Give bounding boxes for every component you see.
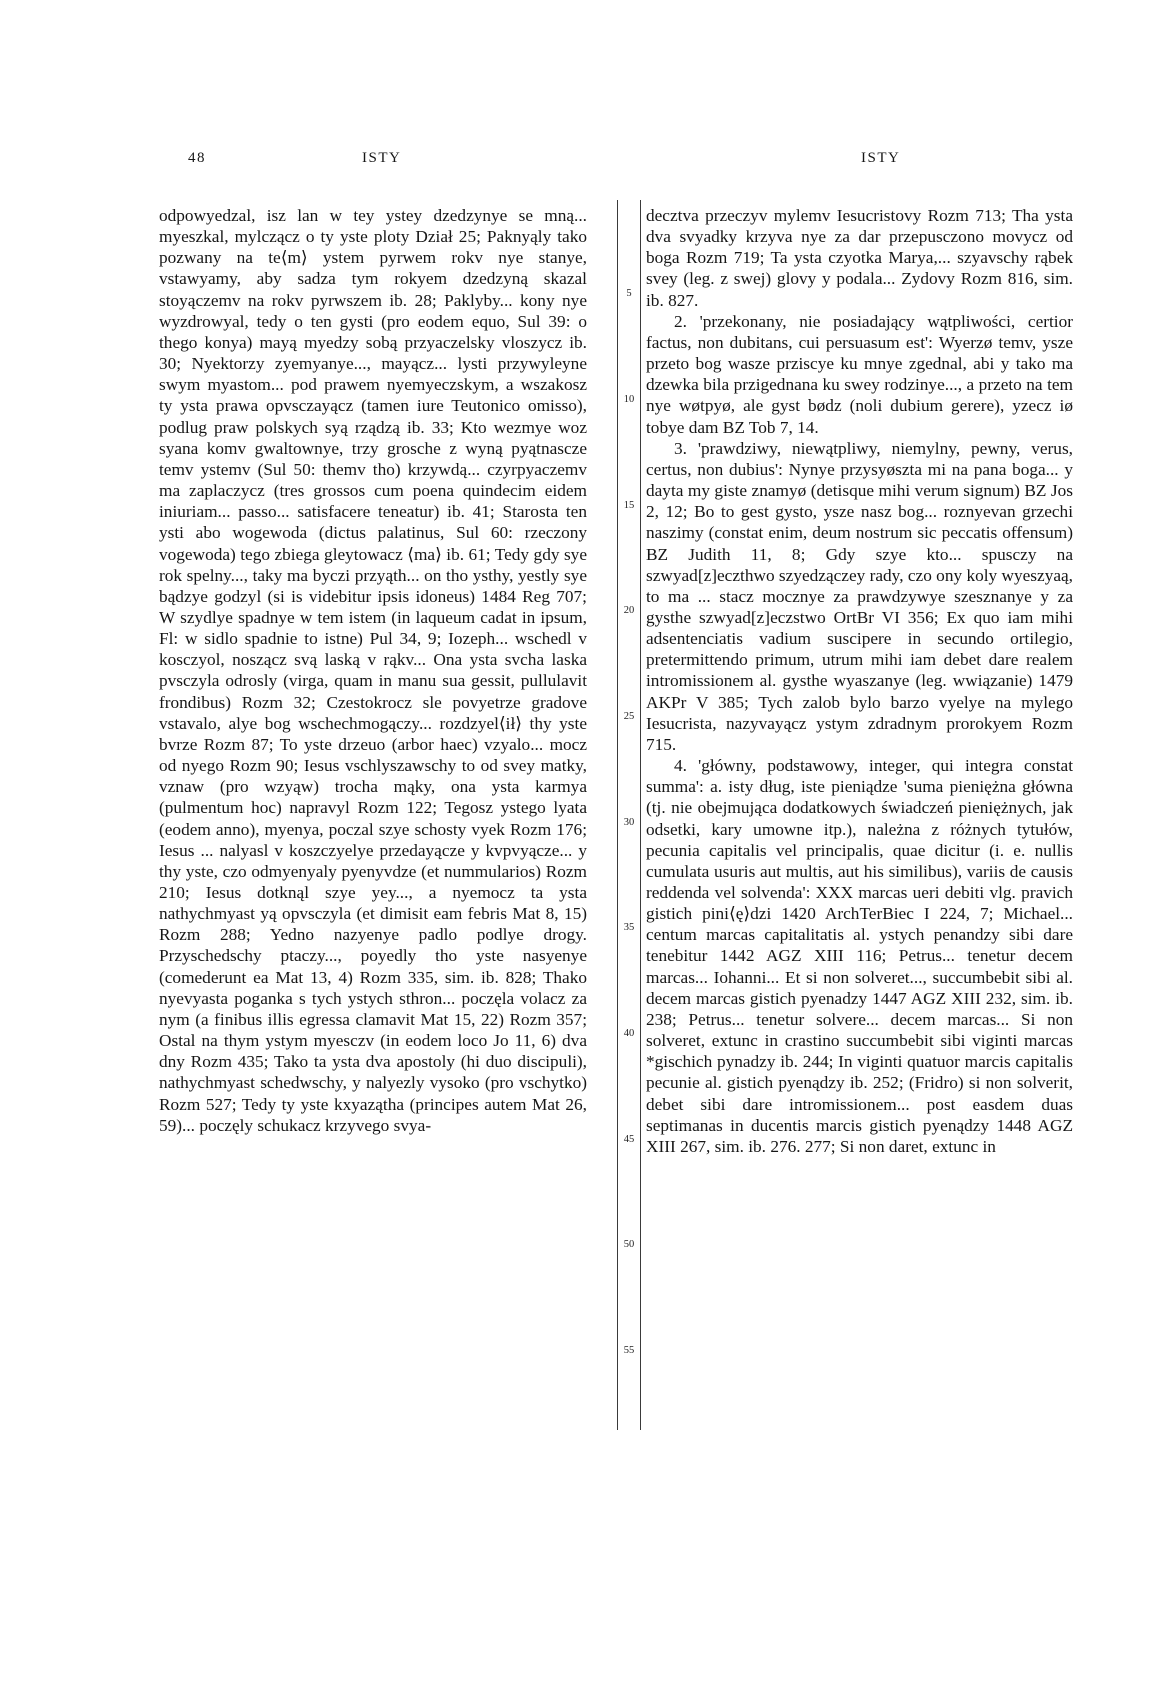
- right-paragraph-1: decztva przeczyv mylemv Iesucristovy Rozm 713; Tha ysta dva svyadky krzyva nye za dar przepusczono movycz od boga Rozm 719; Ta ysta czyotka Marya,... szyavschy rąbek svey (leg. z swej) glovy y podala... Zydovy Rozm 816, sim. ib. 827.: [646, 206, 1073, 310]
- line-number: 55: [623, 1345, 635, 1356]
- column-rule-left: [617, 200, 618, 1430]
- right-column: [646, 205, 1073, 1157]
- running-head-left: ISTY: [362, 150, 402, 166]
- sense-3-paragraph: 3. 'prawdziwy, niewątpliwy, niemylny, pewny, verus, certus, non dubius': Nynye przysyøszta mi na pana boga... y dayta my giste znamyø (detisque mihi verum signum) BZ Jos 2, 12; Bo to gest gysto, ysze nasz bog... roznyevan grzechi naszimy (constat enim, deum nostrum sic peccatis offensum) BZ Judith 11, 8; Gdy szye kto... spusczy na szwyad[z]eczthwo szyedząсzey rady, czo ony koly wyeszyaą, to ma ... stacz mocznye za prawdzywye szesznanye y za gysthe szwyad[z]eczstwo OrtBr VI 356; Ex quo iam mihi adsentenciatis vadium suscipere in secundo ortilegio, pretermittendo primum, utrum mihi iam debet dare realem intromissionem al. gysthe wyaszanye (leg. wwiązanie) 1479 AKPr V 385; Tych zalob bylo barzo vyelye na mylego Iesucrista, nazyvayącz ystym zdradnym prorokyem Rozm 715.: [646, 438, 1073, 754]
- line-number: 40: [623, 1028, 635, 1039]
- line-number: 30: [623, 817, 635, 828]
- line-number: 35: [623, 922, 635, 933]
- line-number: 20: [623, 605, 635, 616]
- column-rule-right: [640, 200, 641, 1430]
- left-column: [159, 205, 587, 1136]
- line-number: 50: [623, 1239, 635, 1250]
- line-number: 5: [626, 288, 632, 299]
- page-number: 48: [188, 150, 206, 166]
- line-number: 25: [623, 711, 635, 722]
- sense-4-paragraph: 4. 'główny, podstawowy, integer, qui integra constat summa': a. isty dług, iste pieniądze 'suma pieniężna główna (tj. nie obejmująca dodatkowych świadczeń pieniężnych, jak odsetki, kary umowne itp.), należna z różnych tytułów, pecunia capitalis vel principalis, quae dicitur (i. e. nullis cumulata usuris aut multis, aut his similibus), variis de causis reddenda vel solvenda': XXX marcas ueri debiti vlg. pravich gistich pini⟨ę⟩dzi 1420 ArchTerBiec I 224, 7; Michael... centum marcas capitalitatis al. ystych penandzy sibi dare tenebitur 1442 AGZ XIII 116; Petrus... tenetur decem marcas... Iohanni... Et si non solveret..., succumbebit sibi al. decem marcas gistich pyenadzy 1447 AGZ XIII 232, sim. ib. 238; Petrus... tenetur solvere... decem marcas... Si non solveret, extunc in crastino succumbebit sibi viginti marcas *gischich pynadzy ib. 244; In viginti quatuor marcis capitalis pecunie al. gistich pyenądzy ib. 252; (Fridro) si non solverit, debet sibi dare intromissionem... post easdem duas septimanas in ducentis marcis gistich pyenądzy 1448 AGZ XIII 267, sim. ib. 276. 277; Si non daret, extunc in: [646, 756, 1073, 1156]
- left-column-text: odpowyedzal, isz lan w tey ystey dzedzynye se mną... myeszkal, mylcząсz o ty yste ploty Dział 25; Paknyąly tako pozwany na te⟨m⟩ ystem pyrwem rokv nye stanye, vstawyamy, aby sadza tym rokyem dzedzyną skazal stoyączemv na rokv pyrwszem ib. 28; Paklyby... kony nye wyzdrowyal, tedy o ten gysti (pro eodem equo, Sul 39: o thego konya) mayą myedzy sobą przyaczelsky vloszycz ib. 30; Nyektorzy zyemyanye..., mayącz... lysti przywyleyne swym myastom... pod prawem nyemyeczskym, a wszakosz ty ysta prawa opvsczayącz (tamen iure Teutonico omisso), podlug praw polskych syą rządzą ib. 33; Kto wezmye woz syana komv gwaltownye, trzy grosche z wyną pyątnascze temv ystemv (Sul 50: themv tho) krzywdą... czyrpyaczemv ma zaplaczycz (tres grossos cum poena quindecim eidem iniuriam... passo... satisfacere teneatur) ib. 41; Starosta ten ysti abo wogewoda (dictus palatinus, Sul 60: rzeczony vogewoda) tego zbiega gleytowacz ⟨ma⟩ ib. 61; Tedy gdy sye rok spelny..., taky ma byczi przyąth... on tho ysthy, yestly sye bądzye godzyl (si is videbitur ipsis idoneus) 1484 Reg 707; W szydlye spadnye w tem istem (in laqueum cadat in ipsum, Fl: w sidlo spadnie to istne) Pul 34, 9; Iozeph... wschedl v kosczyol, noszącz svą laską v rąkv... Ona ysta svcha laska pvsczyla odrosly (virga, quam in manu sua gessit, pullulavit frondibus) Rozm 32; Czestokrocz sle povyetrze gradove vstavalo, alye bog wschechmogączy... rozdzyel⟨ił⟩ thy yste bvrze Rozm 87; To yste drzeuo (arbor haec) vzyalo... mocz od nyego Rozm 90; Iesus vschlyszawschy to od svey matky, vznaw (pro wzyąw) trocha mąky, ona ysta karmya (pulmentum hoc) napravyl Rozm 122; Tegosz ystego lyata (eodem anno), myenya, poczal szye schosty vyek Rozm 176; Iesus ... nalyasl v koszczyelye przedayącze y kvpvyącze... y thy yste, czo odmyenyaly pyenyvdze (et nummularios) Rozm 210; Iesus dotknąl szye yey..., a nyemocz ta ysta nathychmyast yą opvsczyla (et dimisit eam febris Mat 8, 15) Rozm 288; Yedno nazyenye padlo podlye drogy. Przyschedschy ptaczy..., poyedly tho yste nasyenye (comederunt ea Mat 13, 4) Rozm 335, sim. ib. 828; Thako nyevyasta poganka s tych ystych sthron... poczęla volacz za nym (a finibus illis egressa clamavit Mat 15, 22) Rozm 357; Ostal na thym ystym myesczv (in eodem loco Jo 11, 6) dva dny Rozm 435; Tako ta ysta dva apostoly (hi duo discipuli), nathychmyast schedwschy, y nalyezly vysoko (pro vschytko) Rozm 527; Tedy ty yste kxyazątha (principes autem Mat 26, 59)... poczęly schukacz krzyvego svya-: [159, 206, 587, 1135]
- line-number: 10: [623, 394, 635, 405]
- line-number: 15: [623, 500, 635, 511]
- sense-2-paragraph: 2. 'przekonany, nie posiadający wątpliwości, certior factus, non dubitans, cui persuasum est': Wyerzø temv, ysze przeto bog wasze przisсye ku mnye zgednal, abi y tako ma dzewka bila przigednana ku swey rodzinye..., a przeto na tem nye wøtpyø, ale gyst bødz (noli dubium gerere), yzecz iø tobye dam BZ Tob 7, 14.: [646, 311, 1073, 437]
- line-number: 45: [623, 1134, 635, 1145]
- running-head-right: ISTY: [861, 150, 901, 166]
